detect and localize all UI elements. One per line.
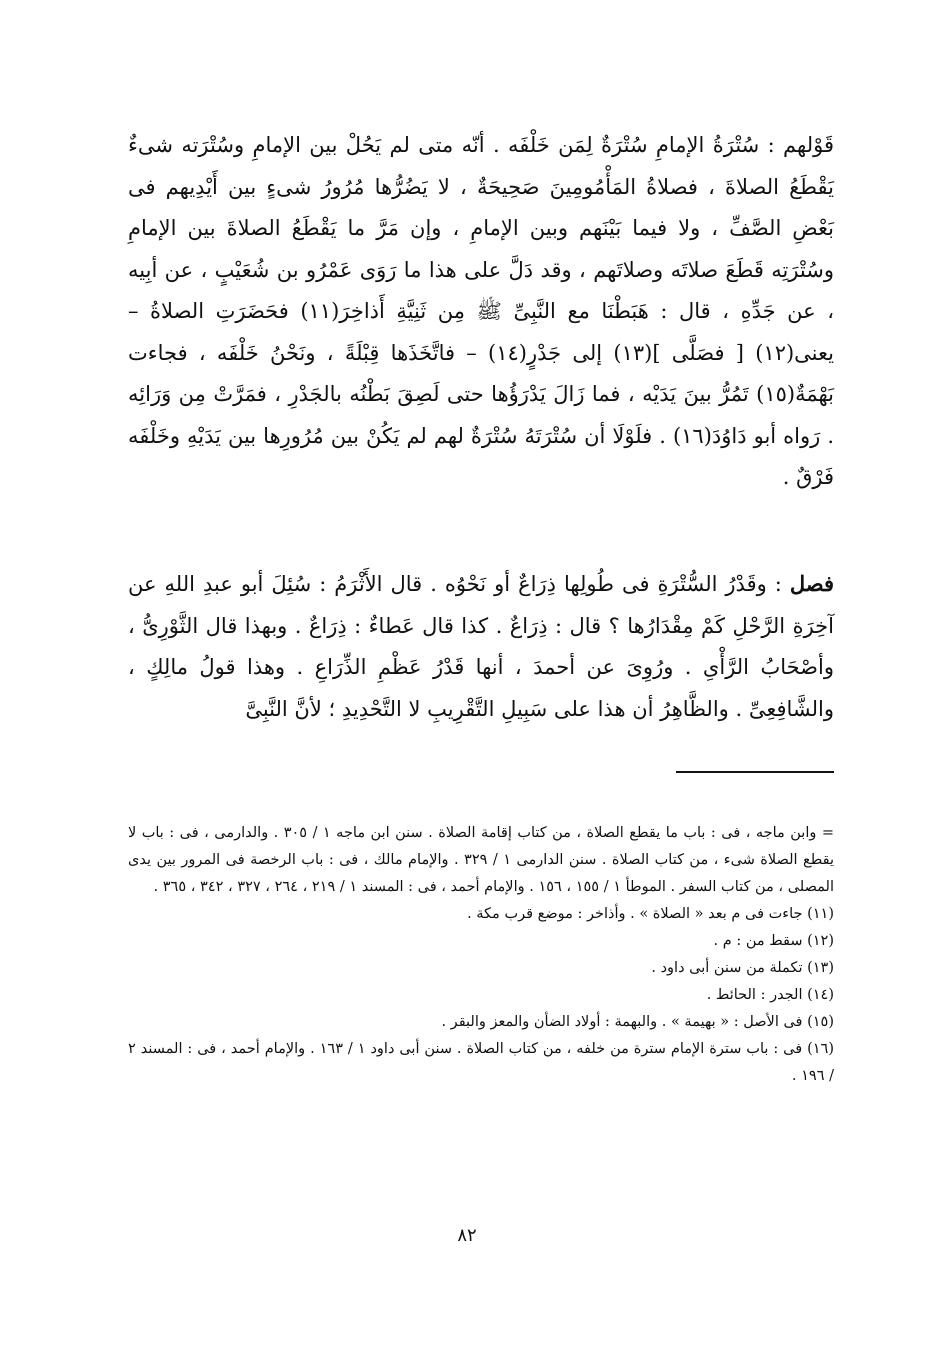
body-paragraph-2-text: : وقَدْرُ السُّتْرَةِ فى طُولِها ذِرَاعٌ أو نَحْوُه . قال الأَثْرَمُ : سُئِلَ أبو عبدِ اللهِ عن آخِرَةِ الرَّحْلِ كَمْ مِقْدَارُها ؟ قال : ذِرَاعٌ . كذا قال عَطاءٌ : ذِرَاعٌ . وبهذا قال الثَّوْرِىُّ ، وأصْحَابُ الرَّأْىِ . ورُوِىَ عن أحمدَ ، أنها قَدْرُ عَظْمِ الذِّرَاعِ . وهذا قولُ مالِكٍ ، والشَّافِعِىِّ . والظَّاهِرُ أن هذا على سَبِيلِ التَّقْرِيبِ لا التَّحْدِيدِ ؛ لأنَّ النَّبِىَّ: [128, 572, 834, 721]
footnote-15: (١٥) فى الأصل : « بهيمة » . والبهمة : أولاد الضأن والمعز والبقر .: [441, 1014, 834, 1030]
footnote-11: (١١) جاءت فى م بعد « الصلاة » . وأذاخر : موضع قرب مكة .: [467, 906, 834, 922]
footnote-12: (١٢) سقط من : م .: [713, 933, 834, 949]
footnote-separator: [676, 771, 834, 773]
footnotes: [128, 820, 834, 1090]
footnote-16: (١٦) فى : باب سترة الإمام سترة من خلفه ، من كتاب الصلاة . سنن أبى داود ١ / ١٦٣ . والإمام أحمد ، فى : المسند ٢ / ١٩٦ .: [128, 1041, 834, 1084]
footnote-continuation: = وابن ماجه ، فى : باب ما يقطع الصلاة ، من كتاب إقامة الصلاة . سنن ابن ماجه ١ / ٣٠٥ . والدارمى ، فى : باب لا يقطع الصلاة شىء ، من كتاب الصلاة . سنن الدارمى ١ / ٣٢٩ . والإمام مالك ، فى : باب الرخصة فى المرور بين يدى المصلى ، من كتاب السفر . الموطأ ١ / ١٥٥ ، ١٥٦ . والإمام أحمد ، فى : المسند ١ / ٢١٩ ، ٢٦٤ ، ٣٢٧ ، ٣٤٢ ، ٣٦٥ .: [128, 825, 835, 895]
body-paragraph-2: [128, 563, 834, 730]
body-paragraph-1: قَوْلهم : سُتْرَةُ الإمامِ سُتْرَةٌ لِمَن خَلْفَه . أنّه متى لم يَحُلْ بين الإمامِ وسُتْرَته شىءٌ يَقْطَعُ الصلاةَ ، فصلاةُ المَأْمُومِينَ صَحِيحَةٌ ، لا يَضُرُّها مُرُورُ شىءٍ بين أَيْدِيهم فى بَعْضِ الصَّفِّ ، ولا فيما بَيْنَهم وبين الإمامِ ، وإن مَرَّ ما يَقْطَعُ الصلاةَ بين الإمامِ وسُتْرَتِه قَطَعَ صلاتَه وصلاتَهم ، وقد دَلَّ على هذا ما رَوَى عَمْرُو بن شُعَيْبٍ ، عن أبِيه ، عن جَدِّهِ ، قال : هَبَطْنَا مع النَّبِىِّ ﷺ مِن ثَنِيَّةِ أَذاخِرَ(١١) فحَضَرَتِ الصلاةُ – يعنى(١٢) [ فصَلَّى ](١٣) إلى جَدْرٍ(١٤) – فاتَّخَذَها قِبْلَةً ، ونَحْنُ خَلْفَه ، فجاءت بَهْمَةٌ(١٥) تَمُرُّ بينَ يَدَيْه ، فما زَالَ يَدْرَؤُها حتى لَصِقَ بَطْنُه بالجَدْرِ ، فمَرَّتْ مِن وَرَائِه . رَواه أبو دَاوُدَ(١٦) . فلَوْلَا أن سُتْرَتَهُ سُتْرَةٌ لهم لم يَكُنْ بين مُرُورِها بين يَدَيْهِ وخَلْفَه فَرْقٌ .: [128, 133, 835, 489]
section-label: فصل: [789, 571, 834, 596]
footnote-13: (١٣) تكملة من سنن أبى داود .: [651, 960, 834, 976]
footnote-14: (١٤) الجدر : الحائط .: [706, 987, 834, 1003]
page-number: ٨٢: [457, 1225, 477, 1246]
